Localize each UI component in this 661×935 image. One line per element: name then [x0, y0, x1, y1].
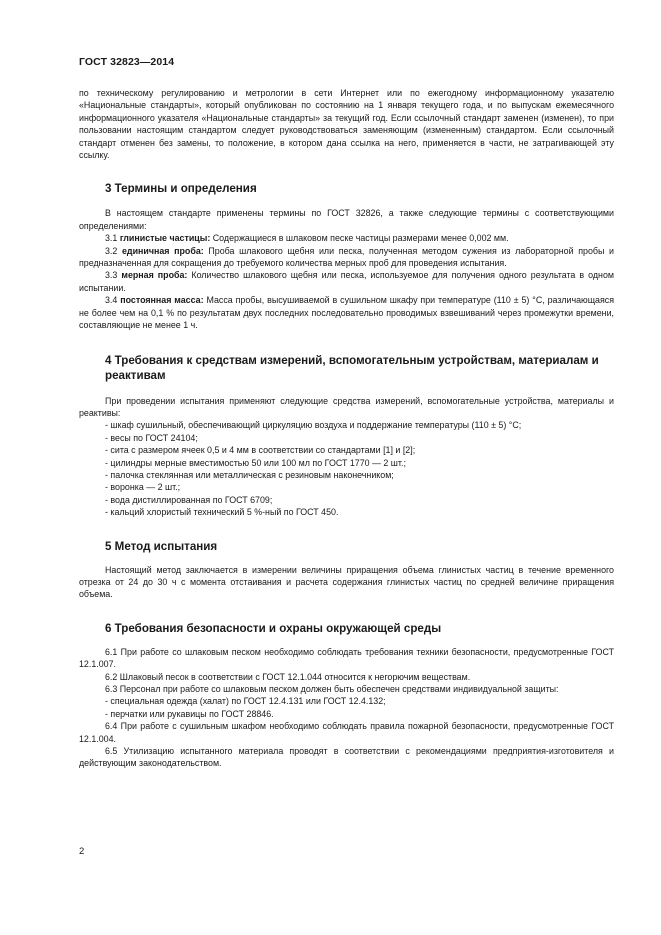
intro-paragraph: по техническому регулированию и метрологии в сети Интернет или по ежегодному информационному указателю «Национальные стандарты», который опубликован по состоянию на 1 января текущего года, и по выпускам ежемесячного информационного указателя «Национальные стандарты» за текущий год. Если ссылочный стандарт заменен (изменен), то при пользовании настоящим стандартом следует руководствоваться заменяющим (измененным) стандартом. Если ссылочный стандарт отменен без замены, то положение, в котором дана ссылка на него, применяется в части, не затрагивающей эту ссылку. [79, 88, 614, 161]
paragraph-6-5: 6.5 Утилизацию испытанного материала проводят в соответствии с рекомендациями предприятия-изготовителя и действующим законодательством. [79, 746, 614, 769]
document-code: ГОСТ 32823—2014 [79, 56, 175, 68]
term-3-1 [79, 232, 614, 244]
paragraph-6-1: 6.1 При работе со шлаковым песком необходимо соблюдать требования техники безопасности, предусмотренные ГОСТ 12.1.007. [79, 646, 614, 670]
list-item: - специальная одежда (халат) по ГОСТ 12.4.131 или ГОСТ 12.4.132; [105, 696, 386, 707]
list-item: - шкаф сушильный, обеспечивающий циркуляцию воздуха и поддержание температуры (110 ± 5) °С; [105, 420, 522, 431]
term-number: 3.2 [105, 245, 122, 256]
list-item: - кальций хлористый технический 5 %-ный по ГОСТ 450. [105, 507, 339, 518]
section-3-intro: В настоящем стандарте применены термины по ГОСТ 32826, а также следующие термины с соответствующими определениями: [79, 208, 614, 231]
term-3-3 [79, 269, 614, 294]
term-name: постоянная масса: [120, 295, 204, 306]
term-definition: Масса пробы, высушиваемой в сушильном шкафу при температуре (110 ± 5) °С, различающаяся не более чем на 0,1 % по результатам двух последних последовательно проводимых взвешиваний через промежутки времени, составляющие не менее 1 ч. [79, 295, 614, 331]
section-6-title: 6 Требования безопасности и охраны окружающей среды [105, 621, 442, 635]
paragraph-6-2: 6.2 Шлаковый песок в соответствии с ГОСТ 12.1.044 относится к негорючим веществам. [105, 671, 471, 682]
section-5-text: Настоящий метод заключается в измерении величины приращения объема глинистых частиц в течение временного отрезка от 24 до 30 ч с момента отстаивания и расчета содержания глинистых частиц по средней величине приращения объема. [79, 564, 614, 600]
paragraph-6-3: 6.3 Персонал при работе со шлаковым песком должен быть обеспечен средствами индивидуальной защиты: [105, 684, 559, 694]
page-number: 2 [79, 846, 85, 857]
term-name: единичная проба: [122, 245, 204, 256]
section-3-title: 3 Термины и определения [105, 182, 257, 196]
list-item: - вода дистиллированная по ГОСТ 6709; [105, 494, 273, 505]
term-number: 3.1 [105, 233, 120, 244]
term-number: 3.3 [105, 270, 122, 281]
term-3-2 [79, 245, 614, 270]
list-item: - воронка — 2 шт.; [105, 482, 181, 493]
document-page [79, 56, 614, 770]
section-4-intro: При проведении испытания применяют следующие средства измерений, вспомогательные устройства, материалы и реактивы: [79, 395, 614, 418]
list-item: - палочка стеклянная или металлическая с резиновым наконечником; [105, 469, 394, 480]
term-3-4 [79, 294, 614, 331]
term-number: 3.4 [105, 295, 121, 306]
term-name: мерная проба: [121, 270, 188, 281]
term-name: глинистые частицы: [119, 233, 211, 244]
paragraph-6-4: 6.4 При работе с сушильным шкафом необходимо соблюдать правила пожарной безопасности, предусмотренные ГОСТ 12.1.004. [79, 721, 614, 744]
list-item: - весы по ГОСТ 24104; [105, 432, 198, 443]
term-definition: Количество шлакового щебня или песка, используемое для получения одного результата в одном испытании. [79, 270, 614, 293]
section-5-title: 5 Метод испытания [105, 539, 218, 553]
list-item: - перчатки или рукавицы по ГОСТ 28846. [105, 708, 274, 719]
section-4-title: 4 Требования к средствам измерений, вспомогательным устройствам, материалам и реактивам [105, 353, 599, 382]
term-definition: Содержащиеся в шлаковом песке частицы размерами менее 0,002 мм. [210, 233, 509, 244]
list-item: - сита с размером ячеек 0,5 и 4 мм в соответствии со стандартами [1] и [2]; [105, 445, 416, 456]
list-item: - цилиндры мерные вместимостью 50 или 100 мл по ГОСТ 1770 — 2 шт.; [105, 457, 406, 468]
term-definition: Проба шлакового щебня или песка, полученная методом сужения из лабораторной пробы и предназначенная для сокращения до требуемого количества мерных проб для проведения испытания. [79, 245, 614, 269]
